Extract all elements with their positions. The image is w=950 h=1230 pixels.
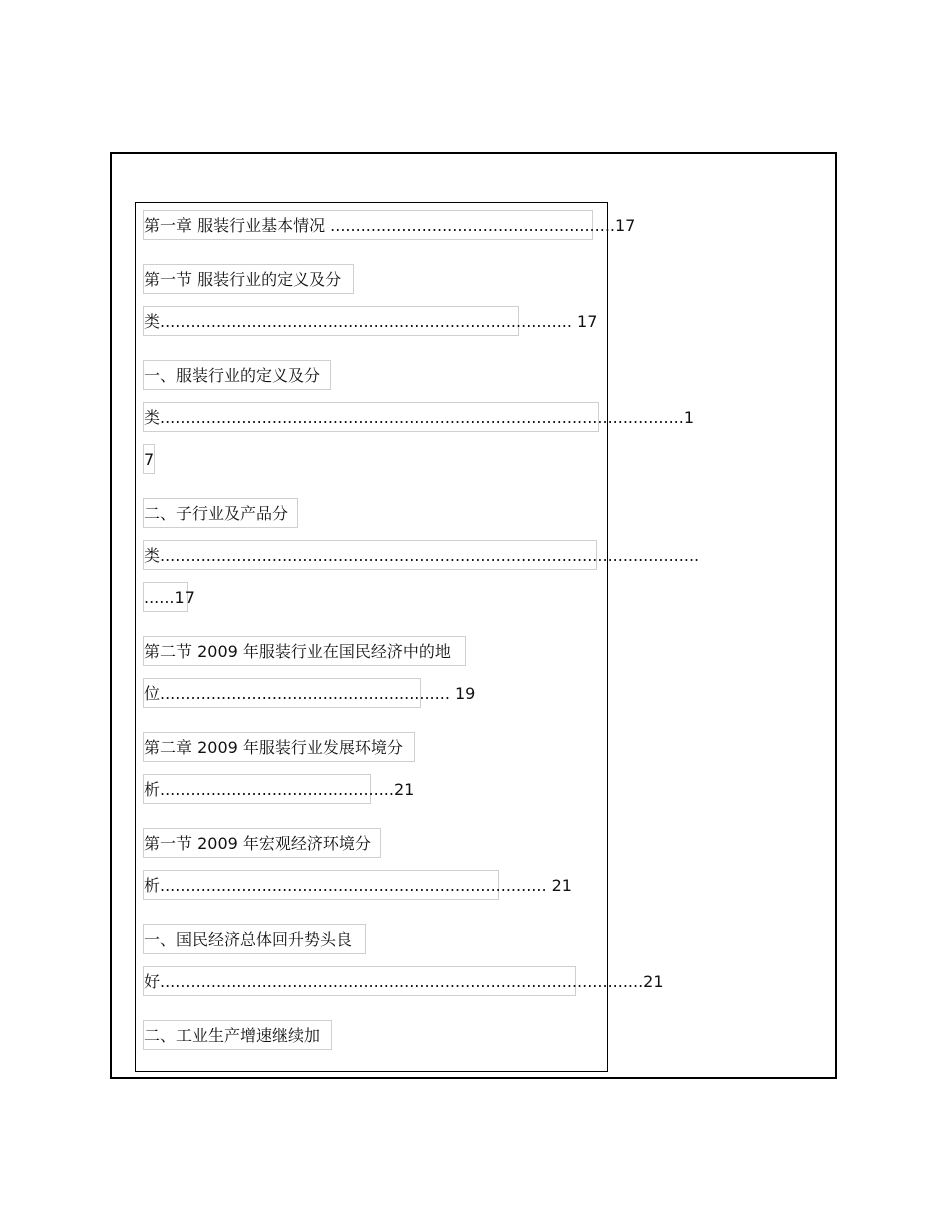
toc-line-item-1-cont[interactable]: 类.......................................................................................................1 [143, 402, 599, 432]
toc-line-section-2-1[interactable]: 第一节 2009 年宏观经济环境分 [143, 828, 381, 858]
toc-line-section-1-2-cont[interactable]: 位......................................................... 19 [143, 678, 421, 708]
toc-line-item-2-1-1-cont[interactable]: 好...............................................................................................21 [143, 966, 576, 996]
toc-line-item-2[interactable]: 二、子行业及产品分 [143, 498, 298, 528]
toc-line-item-2-cont[interactable]: 类.......................................................................................................... [143, 540, 597, 570]
toc-line-section-1-2[interactable]: 第二节 2009 年服装行业在国民经济中的地 [143, 636, 466, 666]
toc-line-section-1-1-cont[interactable]: 类................................................................................. 17 [143, 306, 519, 336]
toc-line-item-2-page[interactable]: ......17 [143, 582, 188, 612]
toc-line-chapter-2[interactable]: 第二章 2009 年服装行业发展环境分 [143, 732, 415, 762]
toc-line-item-2-1-2[interactable]: 二、工业生产增速继续加 [143, 1020, 332, 1050]
toc-line-chapter-2-cont[interactable]: 析..............................................21 [143, 774, 371, 804]
toc-line-item-1-page[interactable]: 7 [143, 444, 155, 474]
toc-line-chapter-1[interactable]: 第一章 服装行业基本情况 ........................................................17 [143, 210, 593, 240]
toc-line-section-2-1-cont[interactable]: 析............................................................................ 21 [143, 870, 499, 900]
toc-line-section-1-1[interactable]: 第一节 服装行业的定义及分 [143, 264, 354, 294]
toc-line-item-2-1-1[interactable]: 一、国民经济总体回升势头良 [143, 924, 366, 954]
toc-line-item-1[interactable]: 一、服装行业的定义及分 [143, 360, 331, 390]
